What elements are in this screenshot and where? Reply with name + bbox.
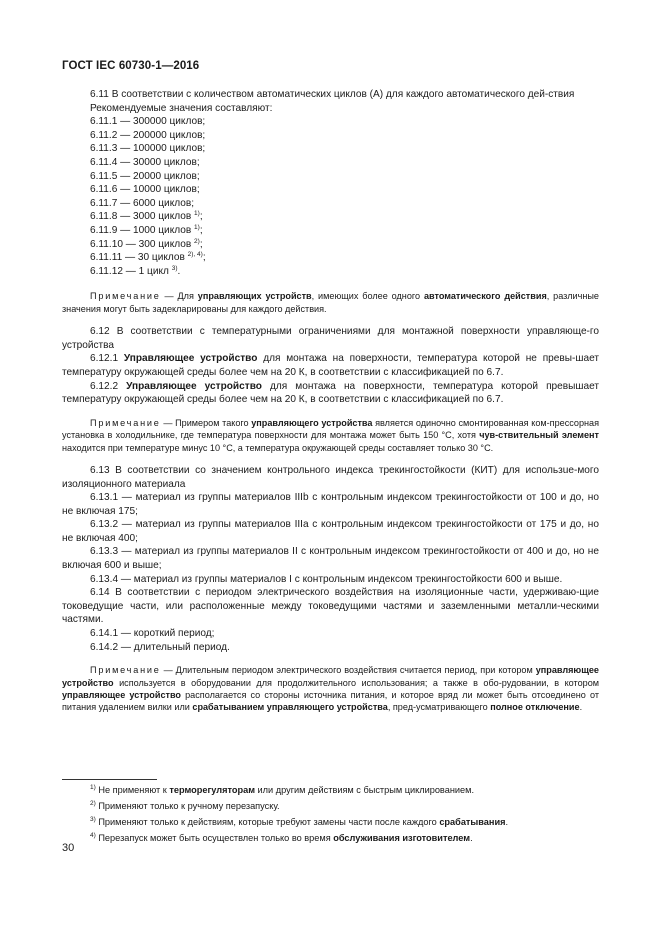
list-item: 6.13.3 — материал из группы материалов II с контрольным индексом трекингостойкости от 400 и до, но не включая 600 и выше;	[62, 546, 599, 572]
footnote: $^{4)}$ Перезапуск может быть осуществлен только во время обслуживания изготовителем.	[90, 832, 473, 843]
list-item: 6.11.7 — 6000 циклов;	[90, 197, 195, 209]
list-item: 6.13.4 — материал из группы материалов I с контрольным индексом трекингостойкости 600 и выше.	[90, 573, 563, 585]
paragraph-6-14: 6.14 В соответствии с периодом электрического воздействия на изоляционные части, удерживаю-щие токоведущие части, или расположенные между токоведущими частями и заземленными металли-ческими частями.	[62, 587, 599, 626]
list-item: 6.11.8 — 3000 циклов $^{1)}$;	[90, 210, 203, 223]
footnote-divider	[62, 779, 157, 780]
page-number: 30	[62, 842, 75, 854]
list-item: 6.13.2 — материал из группы материалов IIIa с контрольным индексом трекингостойкости от 175 и до, но не включая 400;	[62, 519, 599, 544]
footnote: $^{3)}$ Применяют только к действиям, которые требуют замены части после каждого срабатывания.	[90, 816, 509, 827]
list-item: 6.11.5 — 20000 циклов;	[90, 170, 200, 182]
paragraph-6-12-2: 6.12.2 Управляющее устройство для монтажа на поверхности, температура которой превышает температуру окружающей среды более чем на 20 К, в соответствии с классификацией по 6.7.	[62, 380, 599, 406]
paragraph-6-12: 6.12 В соответствии с температурными ограничениями для монтажной поверхности управляюще-го устройства	[62, 326, 599, 351]
list-6-11	[62, 115, 599, 278]
list-item: 6.11.6 — 10000 циклов;	[90, 184, 200, 196]
footnote: $^{2)}$ Применяют только к ручному перезапуску.	[90, 800, 280, 811]
list-item: 6.11.2 — 200000 циклов;	[90, 129, 206, 141]
note-6-11: Примечание — Для управляющих устройств, имеющих более одного автоматического действия, различные значения могут быть задекларированы для каждого действия.	[62, 291, 599, 314]
note-6-12: Примечание — Примером такого управляющего устройства является одиночно смонтированная ком-прессорная установка в холодильнике, где температура поверхности для монтажа может быть 150 °С, хотя чув-ствительный элемент находится при температуре минус 10 °С, а температура окружающей среды составляет только 30 °С.	[62, 417, 600, 453]
footnote: $^{1)}$ Не применяют к терморегуляторам или другим действиям с быстрым циклированием.	[90, 784, 475, 795]
list-item: 6.14.1 — короткий период;	[90, 628, 215, 640]
paragraph-6-12-1: 6.12.1 Управляющее устройство для монтажа на поверхности, температура которой не превы-шает температуру окружающей среды более чем на 20 К, в соответствии с классификацией по 6.7.	[62, 353, 599, 378]
list-item: 6.13.1 — материал из группы материалов IIIb с контрольным индексом трекингостойкости от 100 и до, но не включая 175;	[62, 492, 599, 517]
list-item: 6.11.4 — 30000 циклов;	[90, 156, 200, 168]
list-item: 6.14.2 — длительный период.	[90, 641, 230, 653]
list-item: 6.11.1 — 300000 циклов;	[90, 116, 206, 128]
footnotes	[90, 782, 600, 846]
list-item: 6.11.10 — 300 циклов $^{2)}$;	[90, 237, 203, 250]
paragraph-6-13: 6.13 В соответствии со значением контрольного индекса трекингостойкости (КИТ) для использue-мого изоляционного материала	[62, 464, 599, 490]
list-item: 6.11.12 — 1 цикл $^{3)}$.	[90, 264, 181, 277]
list-item: 6.11.9 — 1000 циклов $^{1)}$;	[90, 223, 203, 236]
document-header: ГОСТ IEC 60730-1—2016	[62, 60, 200, 72]
note-6-14: Примечание — Длительным периодом электрического воздействия считается период, при котором управляющее устройство используется в оборудовании для продолжительного использования; а также в обо-рудовании, в котором управляющее устройство располагается со стороны источника питания, и которое вряд ли может быть отсоединено от питания удалением вилки или срабатыванием управляющего устройства, пред-усматривающего полное отключение.	[62, 665, 599, 713]
list-item: 6.11.3 — 100000 циклов;	[90, 143, 206, 155]
list-item: 6.11.11 — 30 циклов $^{2), 4)}$;	[90, 251, 206, 264]
paragraph-6-11: 6.11 В соответствии с количеством автоматических циклов (А) для каждого автоматического дей-ствия	[90, 89, 575, 100]
recommended-values: Рекомендуемые значения составляют:	[90, 102, 273, 114]
document-body	[62, 88, 599, 714]
